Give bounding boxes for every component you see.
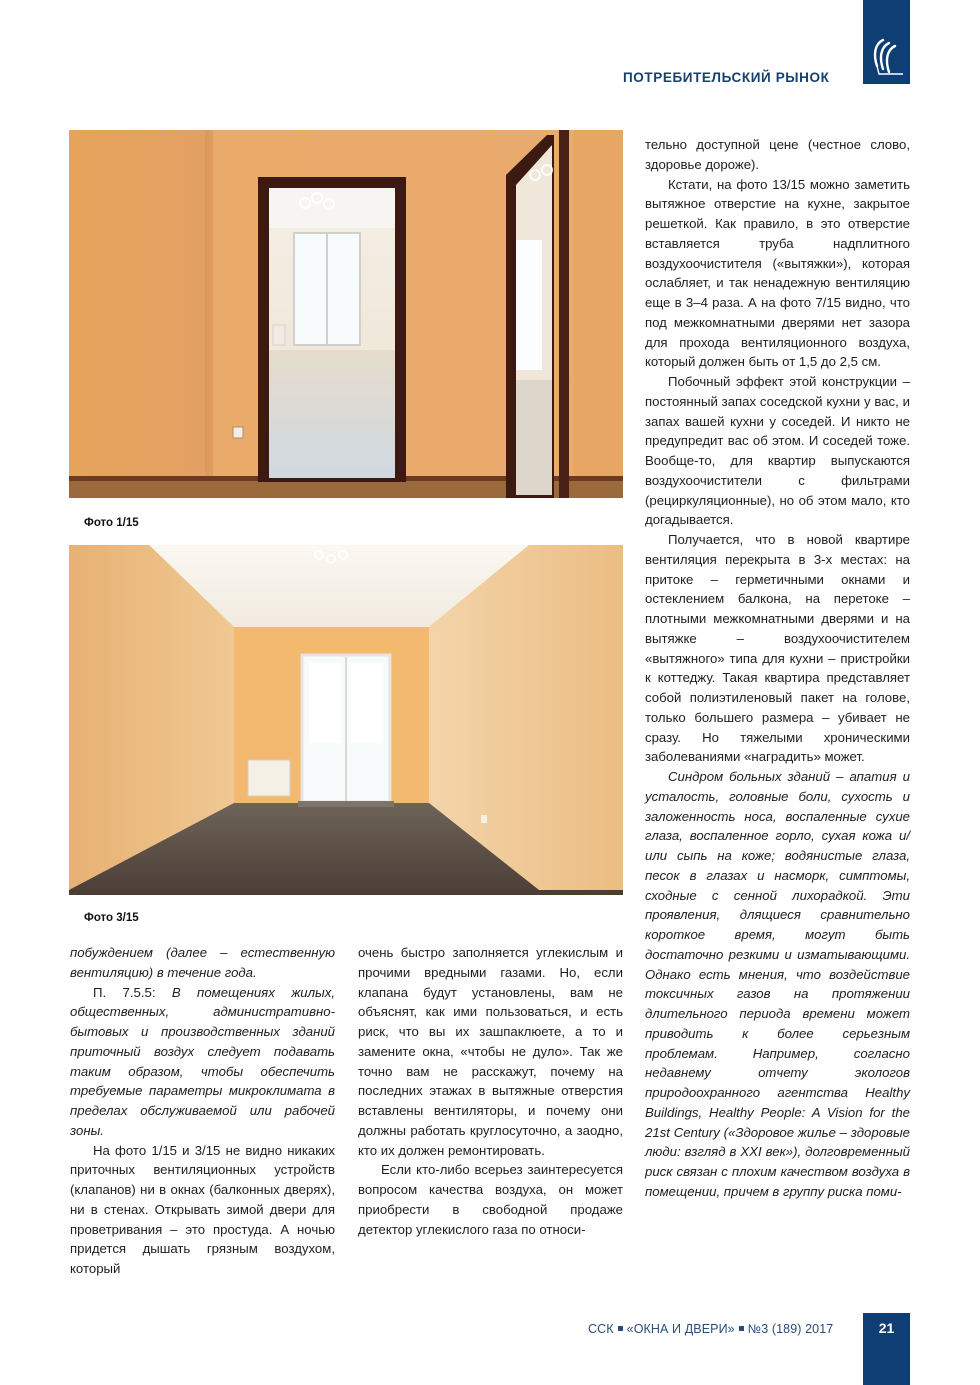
footer-issue: №3 (189) 2017 — [747, 1322, 834, 1336]
paragraph-italic: Синдром больных зданий – апатия и усталость, головные боли, сухость и заложенность носа, воспаленные сухие глаза, воспаленное горло, сухая кожа и/или сыпь на коже; водянистые глаза, песок в глазах и насморк, симптомы, сходные с сенной лихорадкой. Эти проявления, длящиеся сравнительно короткое время, могут быть достаточно резкими и изматывающими. Однако есть мнения, что воздействие токсичных газов на протяжении длительного периода времени может приводить к более серьезным проблемам. Например, согласно недавнему отчету экологов природоохранного агентства Healthy Buildings, Healthy People: A Vision for the 21st Century («Здоровое жилье – здоровые люди: взгляд в XXI век»), долговременный риск связан с плохим качеством воздуха в помещении, причем в группу риска поми- — [645, 769, 910, 1199]
footer-magazine: «ОКНА И ДВЕРИ» — [626, 1322, 735, 1336]
clause-reference: П. 7.5.5: — [93, 984, 172, 1000]
paragraph: очень быстро заполняется углекислым и прочими вредными газами. Но, если клапана будут установлены, вам не объяснят, как ими пользоваться, и есть риск, что вы их зашпаклюете, а то и замените окна, «чтобы не дуло». Так же точно вам не расскажут, почему на последних этажах в вытяжные отверстия вставлены вентиляторы, и почему они должны работать круглосуточно, а заодно, кто их должен ремонтировать. — [358, 945, 623, 1158]
paragraph: На фото 1/15 и 3/15 не видно никаких приточных вентиляционных устройств (клапанов) ни в окнах (балконных дверях), ни в стенах. Открывать зимой двери для проветривания – это простуда. А ночью придется дышать грязным воздухом, который — [70, 1142, 335, 1276]
footer-publisher: ССК — [588, 1322, 614, 1336]
photo-caption: Фото 3/15 — [84, 912, 139, 924]
magazine-logo — [863, 0, 910, 84]
paragraph: Если кто-либо всерьез заинтересуется вопросом качества воздуха, он может приобрести в свободной продаже детектор углекислого газа по относи- — [358, 1162, 623, 1237]
page-number: 21 — [878, 1320, 895, 1336]
bullet-square-icon — [739, 1326, 744, 1331]
paragraph-italic: побуждением (далее – естественную вентиляцию) в течение года. — [70, 945, 335, 980]
article-column-left — [70, 943, 335, 1279]
paragraph — [70, 983, 335, 1141]
photo-caption: Фото 1/15 — [84, 517, 139, 529]
section-title: ПОТРЕБИТЕЛЬСКИЙ РЫНОК — [623, 70, 830, 85]
bullet-square-icon — [618, 1326, 623, 1331]
footer-issue-info — [588, 1322, 833, 1336]
paragraph: Кстати, на фото 13/15 можно заметить вытяжное отверстие на кухне, закрытое решеткой. Как правило, в это отверстие вставляется труба надплитного воздухоочистителя («вытяжки»), которая ослабляет, и так ненадежную вентиляцию еще в 3–4 раза. А на фото 7/15 видно, что под межкомнатными дверями нет зазора для прохода вентиляционного воздуха, который должен быть от 1,5 до 2,5 см. — [645, 176, 910, 370]
page-number-block — [863, 1313, 910, 1385]
paragraph: тельно доступной цене (честное слово, здоровье дороже). — [645, 137, 910, 172]
photo-empty-room — [69, 545, 623, 895]
article-column-middle — [358, 943, 623, 1239]
paragraph: Получается, что в новой квартире вентиляция перекрыта в 3-х местах: на притоке – герметичными окнами и остеклением балкона, на перетоке – плотными межкомнатными дверями и на вытяжке – воздухоочистителем «вытяжного» типа для кухни – пристройки к коттеджу. Такая квартира представляет собой полиэтиленовый пакет на голове, только большего размера – убивает не сразу. Но тяжелыми хроническими заболеваниями «наградить» может. — [645, 532, 910, 765]
clause-text: В помещениях жилых, общественных, административно-бытовых и производственных зданий приточный воздух следует подавать таким образом, чтобы обеспечить требуемые параметры микроклимата в пределах обслуживаемой или рабочей зоны. — [70, 984, 335, 1138]
paragraph: Побочный эффект этой конструкции – постоянный запах соседской кухни у вас, и запах вашей кухни у соседей. И никто не предупредит вас об этом. И соседей тоже. Вообще-то, для квартир выпускаются воздухоочистители с фильтрами (рециркуляционные), но об этом мало, кто догадывается. — [645, 374, 910, 528]
magazine-logo-icon — [869, 38, 905, 78]
article-column-right — [645, 135, 910, 1202]
photo-hallway — [69, 130, 623, 498]
